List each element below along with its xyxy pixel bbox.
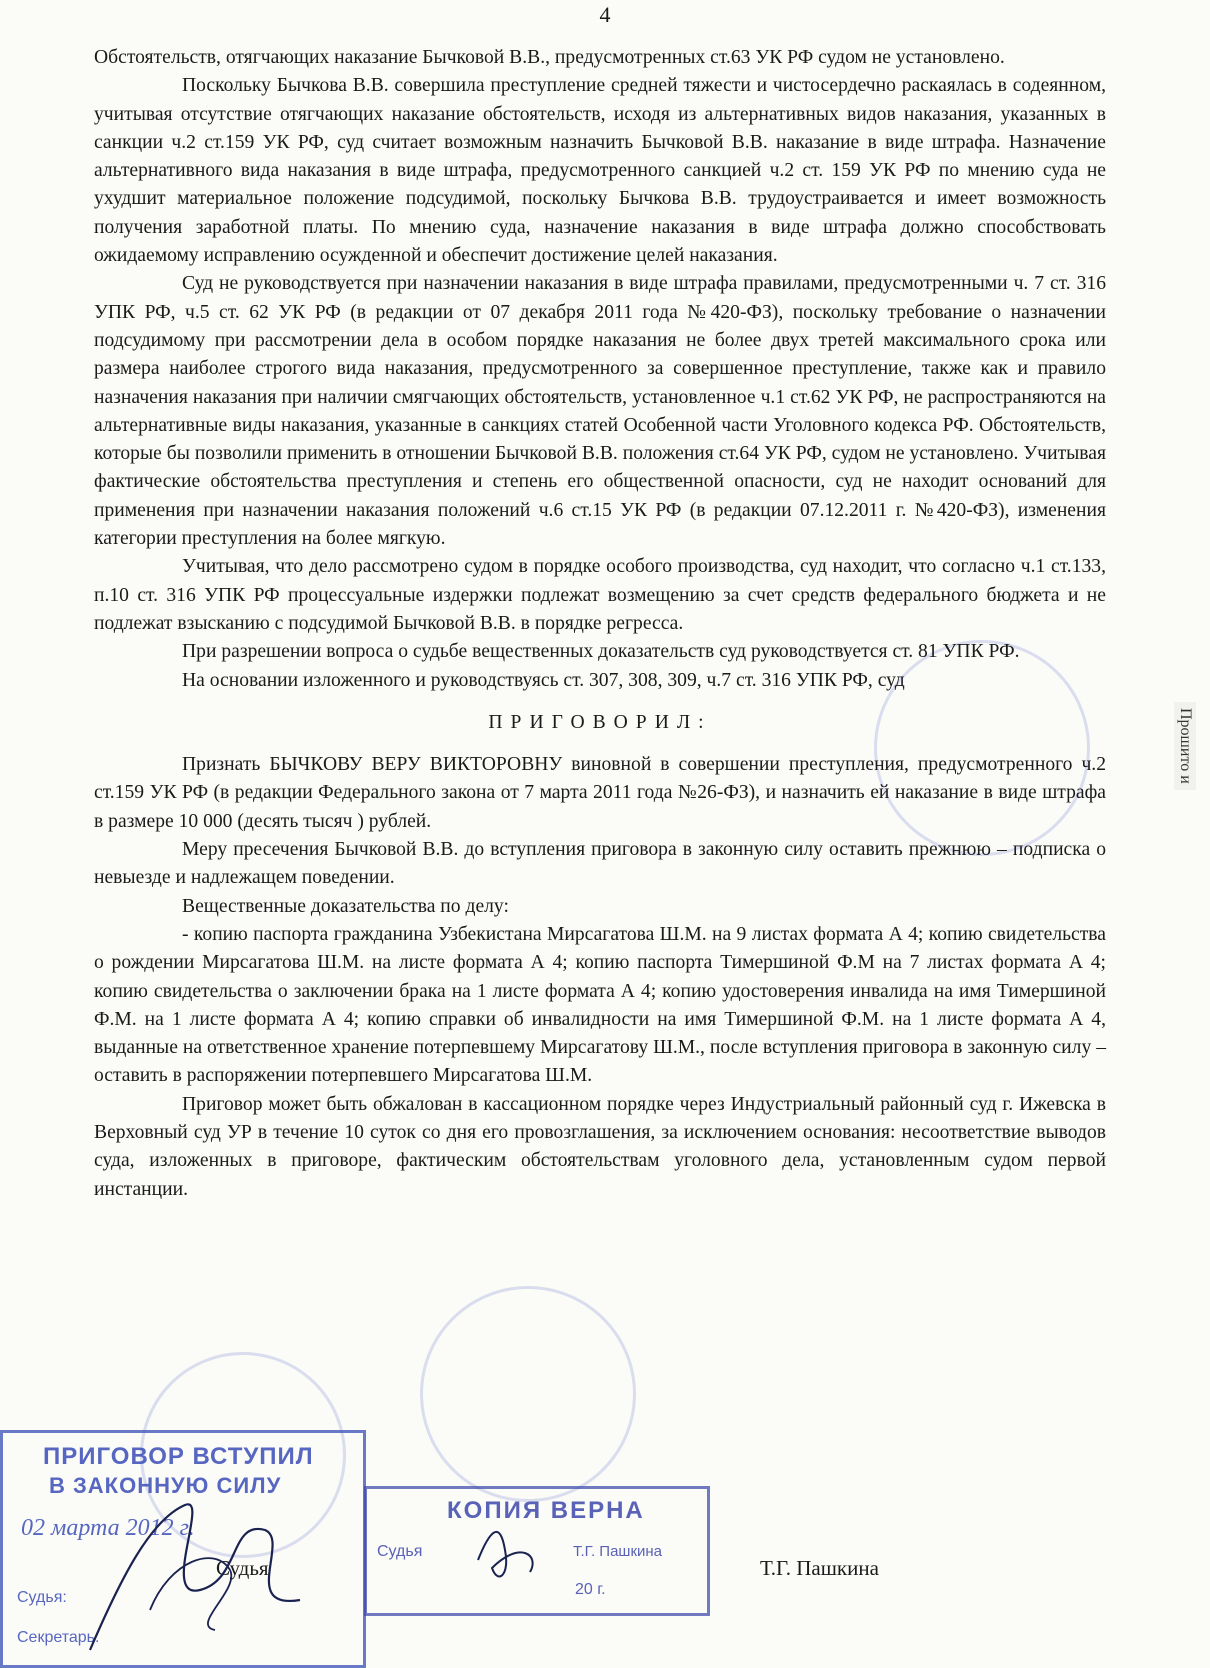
copy-stamp-judge-name: Т.Г. Пашкина (573, 1543, 663, 1560)
verdict-paragraph: Меру пресечения Бычковой В.В. до вступления приговора в законную силу оставить прежнюю – подписка о невыезде и надлежащем поведении. (94, 839, 1106, 889)
stamp-line-1: ПРИГОВОР ВСТУПИЛ (43, 1443, 314, 1470)
stamp-judge-label: Судья: (17, 1589, 67, 1606)
paragraph: Суд не руководствуется при назначении наказания в виде штрафа правилами, предусмотренными ч. 7 ст. 316 УПК РФ, ч.5 ст. 62 УК РФ (в редакции от 07 декабря 2011 года №420-ФЗ), поскольку требование о назначении подсудимому при рассмотрении дела в особом порядке наказания не более двух третей максимального срока или размера наиболее строгого вида наказания, предусмотренного за совершенное преступление, также как и правило назначения наказания при наличии смягчающих обстоятельств, установленное ч.1 ст.62 УК РФ, не распространяются на альтернативные виды наказания, указанные в санкциях статей Особенной части Уголовного кодекса РФ. Обстоятельств, которые бы позволили применить в отношении Бычковой В.В. положения ст.64 УК РФ, судом не установлено. Учитывая фактические обстоятельства преступления и степень его общественной опасности, суд не находит оснований для применения при назначении наказания положений ч.6 ст.15 УК РФ (в редакции 07.12.2011 г. №420-ФЗ), изменения категории преступления на более мягкую. (94, 273, 1106, 550)
paragraph: Учитывая, что дело рассмотрено судом в порядке особого производства, суд находит, что согласно ч.1 ст.133, п.10 ст. 316 УПК РФ процессуальные издержки подлежат возмещению за счет средств федерального бюджета и не подлежат взысканию с подсудимой Бычковой В.В. в порядке регресса. (94, 556, 1106, 634)
verdict-paragraph: - копию паспорта гражданина Узбекистана Мирсагатова Ш.М. на 9 листах формата А 4; копию свидетельства о рождении Мирсагатова Ш.М. на листе формата А 4; копию паспорта Тимершиной Ф.М на 7 листах формата А 4; копию свидетельства о заключении брака на 1 листе формата А 4; копию удостоверения инвалида на имя Тимершиной Ф.М. на 1 листе формата А 4; копию справки об инвалидности на имя Тимершиной Ф.М. на 1 листе формата А 4, выданные на ответственное хранение потерпевшему Мирсагатову Ш.М., после вступления приговора в законную силу – оставить в распоряжении потерпевшего Мирсагатова Ш.М. (94, 923, 1106, 1087)
paragraph: Обстоятельств, отягчающих наказание Бычковой В.В., предусмотренных ст.63 УК РФ судом не установлено. (94, 47, 1005, 68)
round-seal-bottom (420, 1286, 636, 1502)
stamp-date: 02 марта 2012 г. (21, 1515, 195, 1541)
verdict-heading: ПРИГОВОРИЛ: (488, 711, 712, 733)
side-binding-label: Прошито и (1174, 702, 1196, 790)
paragraph: Поскольку Бычкова В.В. совершила преступление средней тяжести и чистосердечно раскаялась в содеянном, учитывая отсутствие отягчающих наказание обстоятельств, исходя из альтернативных видов наказания, указанных в санкции ч.2 ст.159 УК РФ, суд считает возможным назначить Бычковой В.В. наказание в виде штрафа. Назначение альтернативного вида наказания в виде штрафа, предусмотренного санкцией ч.2 ст. 159 УК РФ по мнению суда не ухудшит материальное положение подсудимой, поскольку Бычкова В.В. трудоустраивается и имеет возможность получения заработной платы. По мнению суда, назначение наказания в виде штрафа должно способствовать ожидаемому исправлению осужденной и обеспечит достижение целей наказания. (94, 75, 1106, 267)
round-seal-left (140, 1352, 346, 1558)
document-body (94, 44, 1106, 1204)
copy-certified-stamp (364, 1486, 710, 1616)
copy-stamp-judge-label: Судья (377, 1543, 423, 1560)
stamp-line-2: В ЗАКОННУЮ СИЛУ (49, 1473, 282, 1498)
paragraph: При разрешении вопроса о судьбе вещественных доказательств суд руководствуется ст. 81 УПК РФ. (182, 641, 1020, 663)
signature-name: Т.Г. Пашкина (760, 1556, 879, 1580)
stamp-secretary-label: Секретарь: (17, 1629, 100, 1646)
verdict-paragraph: Приговор может быть обжалован в кассационном порядке через Индустриальный районный суд г. Ижевска в Верховный суд УР в течение 10 суток со дня его провозглашения, за исключением основания: несоответствие выводов суда, изложенных в приговоре, фактическим обстоятельствам уголовного дела, установленным судом первой инстанции. (94, 1093, 1106, 1200)
copy-stamp-year: 20 г. (575, 1581, 606, 1598)
paragraph: На основании изложенного и руководствуясь ст. 307, 308, 309, ч.7 ст. 316 УПК РФ, суд (182, 669, 905, 691)
signature-role: Судья (216, 1556, 269, 1580)
page-number: 4 (599, 2, 611, 27)
copy-stamp-title: КОПИЯ ВЕРНА (447, 1497, 645, 1524)
verdict-paragraph: Признать БЫЧКОВУ ВЕРУ ВИКТОРОВНУ виновной в совершении преступления, предусмотренного ч.2 ст.159 УК РФ (в редакции Федерального закона от 7 марта 2011 года №26-ФЗ), и назначить ей наказание в виде штрафа в размере 10 000 (десять тысяч ) рублей. (94, 754, 1106, 832)
legal-force-stamp (0, 1430, 366, 1668)
verdict-paragraph: Вещественные доказательства по делу: (182, 895, 509, 917)
